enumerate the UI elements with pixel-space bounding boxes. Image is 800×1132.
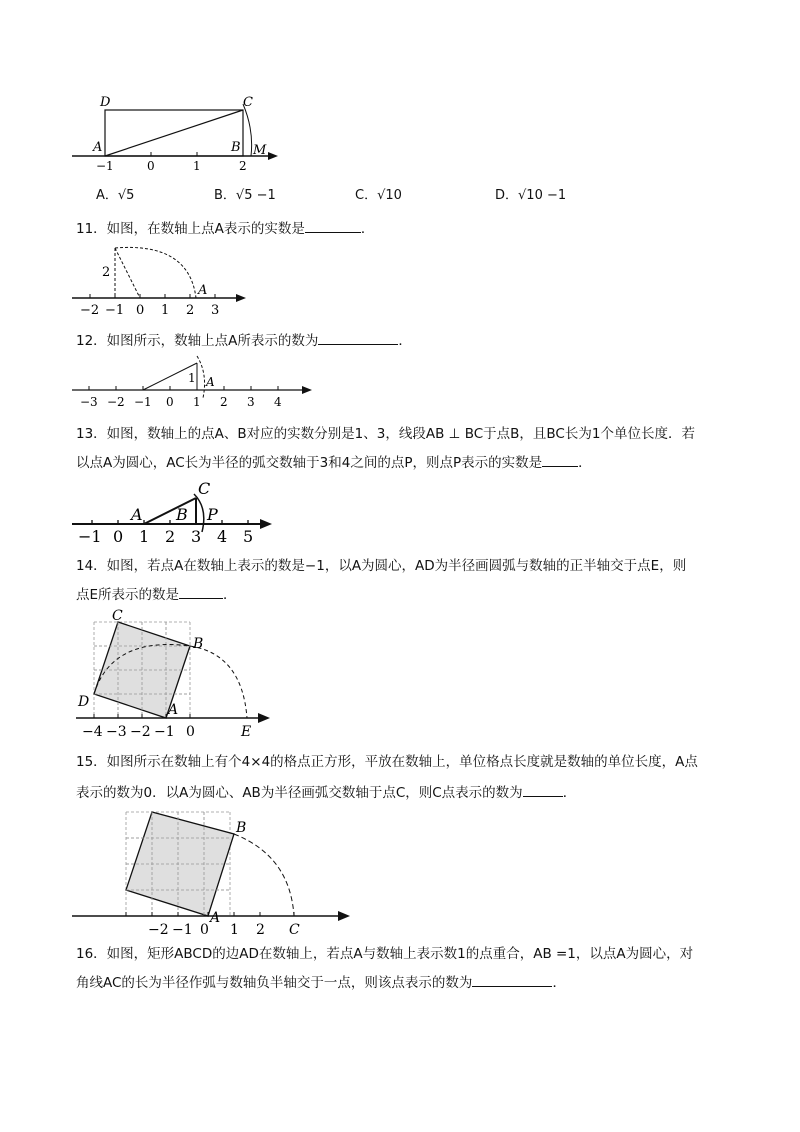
answer-blank[interactable] xyxy=(472,972,552,987)
tick-label: −2 xyxy=(148,922,169,936)
question-text: 角线AC的长为半径作弧与数轴负半轴交于一点，则该点表示的数为 xyxy=(76,975,473,991)
tick-label: 3 xyxy=(211,303,220,318)
label-b: B xyxy=(231,140,241,155)
answer-blank[interactable] xyxy=(542,452,578,467)
tick-label: 3 xyxy=(191,527,202,546)
tick-label: −1 xyxy=(134,395,152,409)
question-text: 点E所表示的数是 xyxy=(76,587,180,603)
label-a: A xyxy=(131,505,143,524)
tick-label: 1 xyxy=(161,303,170,318)
figure-q14 xyxy=(72,606,282,738)
tick-label: −1 xyxy=(96,159,114,172)
question-16-line1: 16．如图，矩形ABCD的边AD在数轴上，若点A与数轴上表示数1的点重合，AB =1，以点A为圆心，对 xyxy=(76,946,694,962)
tick-label: 2 xyxy=(220,395,228,409)
label-c: C xyxy=(112,608,123,624)
label-a: A xyxy=(210,910,221,926)
question-15-line1: 15．如图所示在数轴上有个4×4的格点正方形，平放在数轴上，单位格点长度就是数轴的单位长度，A点 xyxy=(76,754,698,770)
label-e: E xyxy=(241,724,252,738)
tick-label: −1 xyxy=(154,724,175,738)
tick-label: −1 xyxy=(172,922,193,936)
tick-label: 4 xyxy=(217,527,228,546)
tick-label: 0 xyxy=(186,724,195,738)
label-b: B xyxy=(176,505,188,524)
answer-blank[interactable] xyxy=(305,218,361,233)
label-p: P xyxy=(207,505,218,524)
figure-q15 xyxy=(68,804,358,936)
option-b[interactable]: B．√5 −1 xyxy=(214,188,276,203)
tick-label: −2 xyxy=(107,395,125,409)
question-text: 11．如图，在数轴上点A表示的实数是 xyxy=(76,221,305,237)
label-a: A xyxy=(93,140,103,155)
question-text: 12．如图所示，数轴上点A所表示的数为 xyxy=(76,333,319,349)
question-11: 11．如图，在数轴上点A表示的实数是 ． xyxy=(76,218,374,239)
tick-label: 0 xyxy=(113,527,124,546)
label-c: C xyxy=(198,479,211,498)
tick-label: 0 xyxy=(200,922,209,936)
label-1: 1 xyxy=(188,371,196,385)
tick-label: 5 xyxy=(243,527,254,546)
option-d[interactable]: D．√10 −1 xyxy=(495,188,567,203)
tick-label: −3 xyxy=(106,724,127,738)
figure-q10 xyxy=(60,90,290,172)
label-c: C xyxy=(243,95,253,110)
label-d: D xyxy=(78,694,90,710)
tick-label: 1 xyxy=(139,527,150,546)
label-a: A xyxy=(206,375,215,389)
question-text: 以点A为圆心，AC长为半径的弧交数轴于3和4之间的点P，则点P表示的实数是 xyxy=(76,455,543,471)
tick-label: 1 xyxy=(193,395,201,409)
answer-blank[interactable] xyxy=(523,782,563,797)
tick-label: −1 xyxy=(105,303,125,318)
label-d: D xyxy=(100,95,111,110)
label-a: A xyxy=(198,283,208,298)
label-b: B xyxy=(236,820,247,836)
question-16-line2: 角线AC的长为半径作弧与数轴负半轴交于一点，则该点表示的数为 ． xyxy=(76,972,566,993)
question-13-line1: 13．如图，数轴上的点A、B对应的实数分别是1、3，线段AB ⊥ BC于点B，且BC长为1个单位长度．若 xyxy=(76,426,695,442)
tick-label: 4 xyxy=(274,395,282,409)
figure-q12 xyxy=(68,350,318,412)
tick-label: 3 xyxy=(247,395,255,409)
label-m: M xyxy=(253,143,267,158)
option-a[interactable]: A．√5 xyxy=(96,188,135,203)
tick-label: −2 xyxy=(80,303,100,318)
question-text: 表示的数为0．以A为圆心、AB为半径画弧交数轴于点C，则C点表示的数为 xyxy=(76,785,523,801)
answer-blank[interactable] xyxy=(318,330,398,345)
label-c: C xyxy=(289,922,300,936)
question-14-line2: 点E所表示的数是 ． xyxy=(76,584,237,605)
tick-label: 0 xyxy=(147,159,155,172)
tick-label: −2 xyxy=(130,724,151,738)
answer-blank[interactable] xyxy=(179,584,223,599)
tick-label: 0 xyxy=(136,303,145,318)
figure-q13 xyxy=(68,476,283,548)
question-14-line1: 14．如图，若点A在数轴上表示的数是−1，以A为圆心，AD为半径画圆弧与数轴的正半轴交于点E，则 xyxy=(76,558,687,574)
option-c[interactable]: C．√10 xyxy=(355,188,402,203)
tick-label: −3 xyxy=(80,395,98,409)
question-15-line2: 表示的数为0．以A为圆心、AB为半径画弧交数轴于点C，则C点表示的数为 ． xyxy=(76,782,576,803)
tick-label: −1 xyxy=(78,527,102,546)
label-a: A xyxy=(168,702,179,718)
tick-label: 1 xyxy=(193,159,201,172)
tick-label: 2 xyxy=(239,159,247,172)
tick-label: 2 xyxy=(256,922,265,936)
tick-label: −4 xyxy=(82,724,103,738)
tick-label: 2 xyxy=(186,303,195,318)
label-2: 2 xyxy=(102,265,111,280)
tick-label: 1 xyxy=(230,922,239,936)
tick-label: 0 xyxy=(166,395,174,409)
question-12: 12．如图所示，数轴上点A所表示的数为 ． xyxy=(76,330,412,351)
label-b: B xyxy=(193,636,204,652)
question-13-line2: 以点A为圆心，AC长为半径的弧交数轴于3和4之间的点P，则点P表示的实数是 ． xyxy=(76,452,592,473)
tick-label: 2 xyxy=(165,527,176,546)
figure-q11 xyxy=(64,240,254,320)
